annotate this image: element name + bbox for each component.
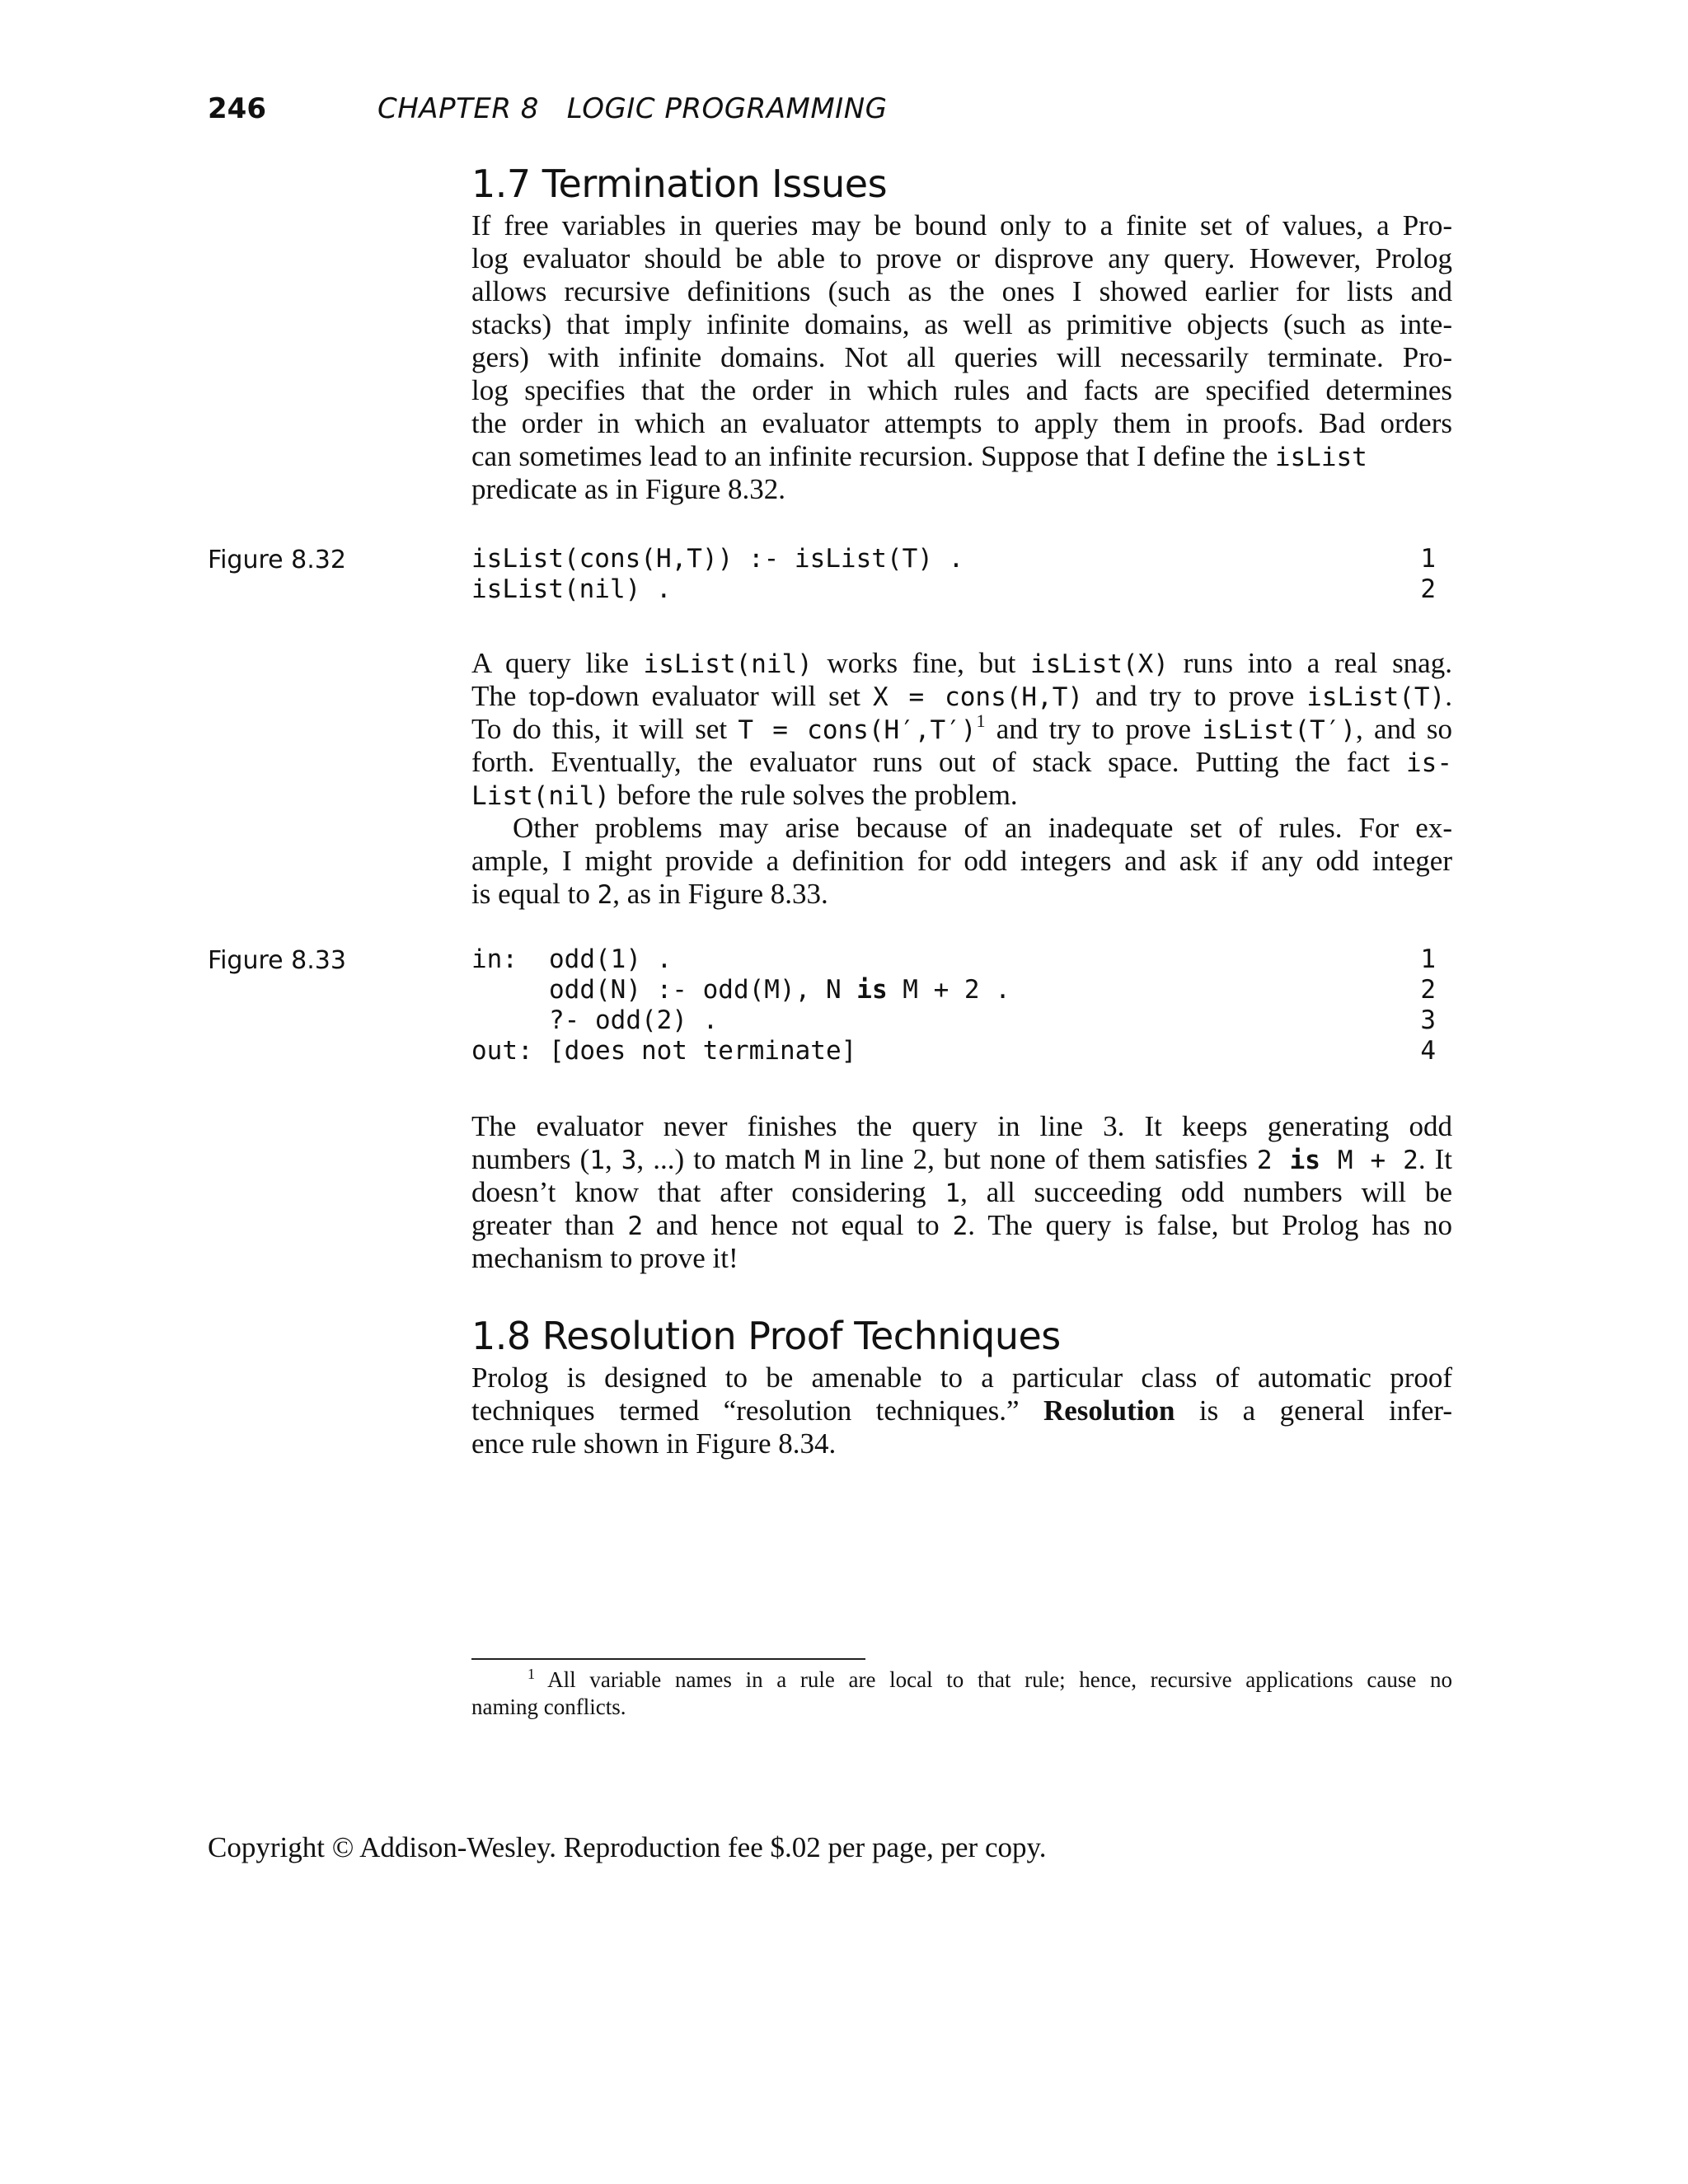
code-line: in: odd(1) . 1	[471, 944, 1436, 974]
inline-code: 2	[597, 880, 613, 910]
line-number: 4	[1420, 1036, 1436, 1066]
figure-label-8-32: Figure 8.32	[208, 546, 346, 574]
code-line: out: [does not terminate] 4	[471, 1036, 1436, 1066]
paragraph-evaluator-never-finishes	[471, 1110, 1452, 1275]
text-line: A query like isList(nil) works fine, but isList(X) runs into a real snag.	[471, 647, 1452, 679]
text-line: mechanism to prove it!	[471, 1242, 738, 1274]
footnote-marker: 1	[528, 1666, 535, 1682]
text-line: predicate as in Figure 8.32.	[471, 473, 786, 505]
text-line: log evaluator should be able to prove or disprove any query. However, Prolog	[471, 242, 1452, 274]
line-number: 1	[1420, 944, 1436, 974]
line-number: 2	[1420, 975, 1436, 1005]
code-text: isList(nil) .	[471, 574, 672, 604]
text-line: The top-down evaluator will set X = cons(H,T) and try to prove isList(T).	[471, 680, 1452, 712]
inline-code: isList	[1274, 443, 1367, 472]
footnote-marker: 1	[976, 710, 986, 731]
keyword-is: is	[1289, 1146, 1320, 1175]
inline-code: isList(T)	[1306, 682, 1446, 712]
line-number: 2	[1420, 574, 1436, 604]
text-line: greater than 2 and hence not equal to 2. The query is false, but Prolog has no	[471, 1209, 1452, 1241]
text-line: the order in which an evaluator attempts to apply them in proofs. Bad orders	[471, 407, 1452, 439]
paragraph-resolution	[471, 1361, 1452, 1460]
text-fragment: can sometimes lead to an infinite recursion. Suppose that I define the	[471, 440, 1275, 472]
text-line	[471, 440, 1452, 473]
inline-code: isList(T′)	[1202, 715, 1356, 745]
copyright-notice: Copyright © Addison-Wesley. Reproduction fee $.02 per page, per copy.	[208, 1831, 1047, 1863]
text-line: stacks) that imply infinite domains, as well as primitive objects (such as inte-	[471, 308, 1452, 340]
text-line: forth. Eventually, the evaluator runs out of stack space. Putting the fact is-	[471, 746, 1452, 778]
text-line: List(nil) before the rule solves the problem.	[471, 779, 1018, 811]
inline-code: is-	[1406, 748, 1452, 778]
section-heading-1-8: 1.8 Resolution Proof Techniques	[471, 1314, 1061, 1358]
code-line	[471, 544, 1452, 574]
inline-code: T = cons(H′,T′)	[738, 715, 977, 745]
section-heading-1-7: 1.7 Termination Issues	[471, 162, 888, 206]
figure-8-33-code	[471, 944, 1452, 1066]
line-number: 3	[1420, 1005, 1436, 1035]
text-line: log specifies that the order in which rules and facts are specified determines	[471, 374, 1452, 406]
footnote	[471, 1666, 1452, 1721]
page-number: 246	[208, 92, 266, 125]
text-line: techniques termed “resolution techniques.” Resolution is a general infer-	[471, 1394, 1452, 1427]
code-line: ?- odd(2) . 3	[549, 1005, 1436, 1035]
paragraph-islist-query	[471, 647, 1452, 911]
keyword-is: is	[856, 975, 888, 1005]
footnote-divider	[471, 1658, 865, 1660]
code-line: odd(N) :- odd(M), N is M + 2 . 2	[549, 975, 1436, 1005]
text-line: allows recursive definitions (such as the ones I showed earlier for lists and	[471, 275, 1452, 307]
inline-code: X = cons(H,T)	[872, 682, 1084, 712]
text-line: is equal to 2, as in Figure 8.33.	[471, 878, 828, 910]
paragraph-termination	[471, 209, 1452, 506]
code-text: isList(cons(H,T)) :- isList(T) .	[471, 544, 964, 574]
text-line: Other problems may arise because of an inadequate set of rules. For ex-	[513, 812, 1452, 844]
bold-term-resolution: Resolution	[1043, 1394, 1175, 1427]
text-line: ample, I might provide a definition for odd integers and ask if any odd integer	[471, 845, 1452, 877]
footnote-line: naming conflicts.	[471, 1694, 626, 1719]
inline-code: isList(X)	[1030, 649, 1169, 679]
text-line: numbers (1, 3, ...) to match M in line 2, but none of them satisfies 2 is M + 2. It	[471, 1143, 1453, 1175]
footnote-line: $^1$ All variable names in a rule are local to that rule; hence, recursive applications cause no	[528, 1666, 1452, 1692]
text-line: Prolog is designed to be amenable to a particular class of automatic proof	[471, 1361, 1452, 1394]
text-line: doesn’t know that after considering 1, all succeeding odd numbers will be	[471, 1176, 1453, 1208]
figure-8-32-code	[471, 544, 1452, 605]
chapter-title: CHAPTER 8 LOGIC PROGRAMMING	[377, 92, 888, 125]
code-out-tag: out:	[471, 1036, 533, 1066]
text-line: If free variables in queries may be bound only to a finite set of values, a Pro-	[471, 209, 1452, 241]
figure-label-8-33: Figure 8.33	[208, 946, 346, 975]
inline-code: isList(nil)	[643, 649, 813, 679]
code-line	[471, 574, 1452, 605]
text-line: gers) with infinite domains. Not all queries will necessarily terminate. Pro-	[471, 341, 1452, 373]
inline-code: List(nil)	[471, 781, 610, 811]
line-number: 1	[1420, 544, 1436, 574]
text-line: The evaluator never finishes the query in line 3. It keeps generating odd	[471, 1110, 1452, 1142]
code-in-tag: in:	[471, 944, 518, 974]
text-line: To do this, it will set $T = cons(H',T')^1$ and try to prove isList(T′), and so	[471, 710, 1453, 745]
text-line: ence rule shown in Figure 8.34.	[471, 1427, 837, 1460]
